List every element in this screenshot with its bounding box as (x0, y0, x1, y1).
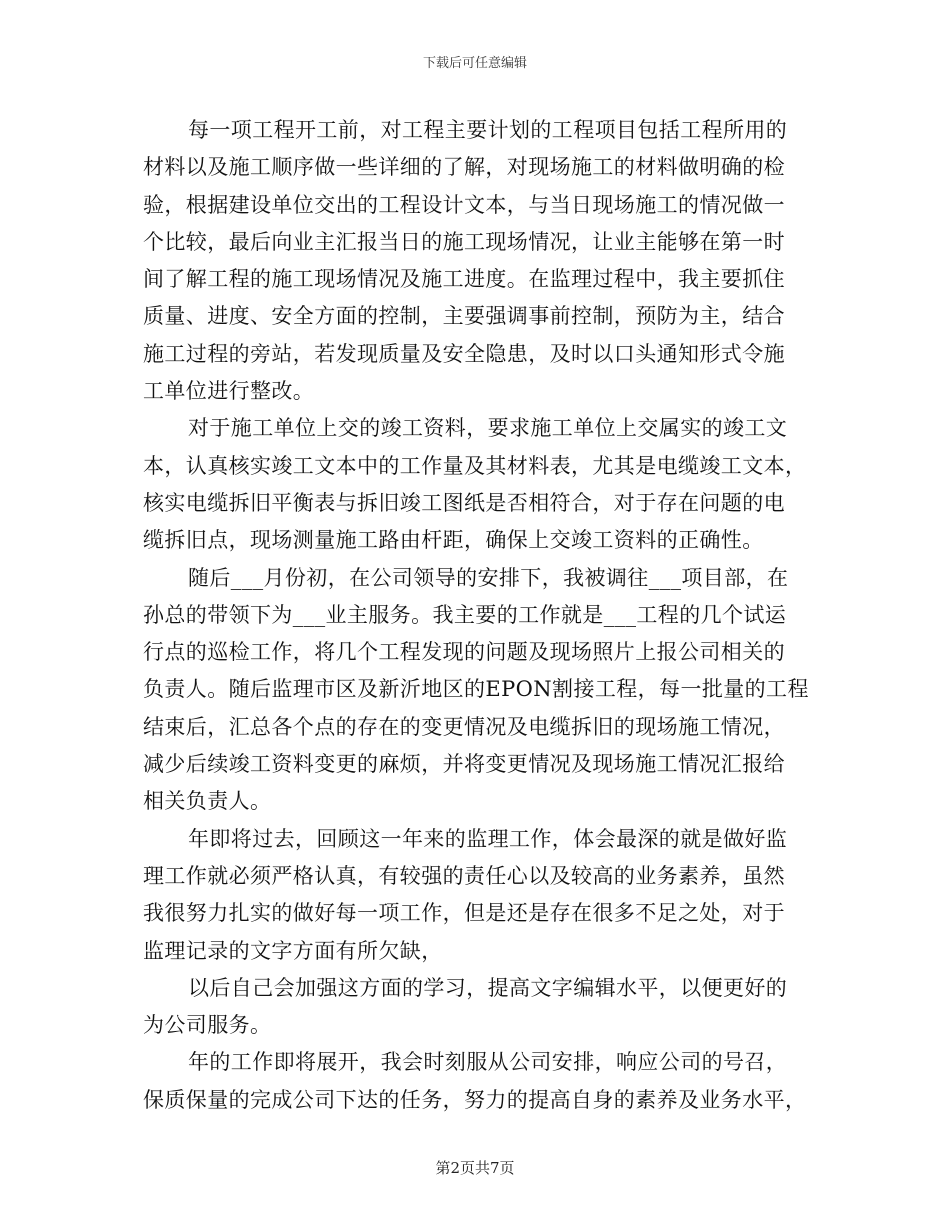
text-line: 我很努力扎实的做好每一项工作，但是还是存在很多不足之处，对于 (143, 901, 785, 926)
text-line: 孙总的带领下为___业主服务。我主要的工作就是___工程的几个试运 (143, 602, 787, 627)
text-line: 质量、进度、安全方面的控制，主要强调事前控制，预防为主，结合 (143, 304, 785, 329)
text-line: 随后___月份初，在公司领导的安排下，我被调往___项目部，在 (188, 565, 789, 590)
text-line: 每一项工程开工前，对工程主要计划的工程项目包括工程所用的 (188, 118, 788, 142)
text-line: 缆拆旧点，现场测量施工路由杆距，确保上交竣工资料的正确性。 (143, 528, 764, 553)
text-line: 本，认真核实竣工文本中的工作量及其材料表，尤其是电缆竣工文本， (143, 453, 807, 478)
text-line: 减少后续竣工资料变更的麻烦，并将变更情况及现场施工情况汇报给 (143, 752, 785, 777)
text-line: 保质保量的完成公司下达的任务，努力的提高自身的素养及业务水平， (143, 1087, 807, 1112)
text-line: 以后自己会加强这方面的学习，提高文字编辑水平，以便更好的 (188, 975, 788, 1000)
page-footer: 第2页共7页 (435, 1159, 515, 1177)
text-line: 相关负责人。 (143, 789, 272, 814)
text-line: 间了解工程的施工现场情况及施工进度。在监理过程中，我主要抓住 (143, 267, 785, 292)
text-line: 对于施工单位上交的竣工资料，要求施工单位上交属实的竣工文 (188, 416, 788, 441)
text-line: 验，根据建设单位交出的工程设计文本，与当日现场施工的情况做一 (143, 192, 785, 217)
text-line: 监理记录的文字方面有所欠缺， (143, 938, 443, 963)
text-line: 工单位进行整改。 (143, 379, 315, 404)
text-line: 行点的巡检工作，将几个工程发现的问题及现场照片上报公司相关的 (143, 640, 785, 665)
text-line: 结束后，汇总各个点的存在的变更情况及电缆拆旧的现场施工情况， (143, 714, 785, 739)
text-line: 负责人。随后监理市区及新沂地区的EPON割接工程，每一批量的工程 (143, 677, 809, 702)
text-line: 为公司服务。 (143, 1013, 272, 1038)
text-line: 年即将过去，回顾这一年来的监理工作，体会最深的就是做好监 (188, 826, 788, 851)
document-body (143, 112, 809, 1119)
page-header: 下载后可任意编辑 (422, 56, 527, 71)
text-line: 理工作就必须严格认真，有较强的责任心以及较高的业务素养，虽然 (143, 863, 785, 888)
text-line: 施工过程的旁站，若发现质量及安全隐患，及时以口头通知形式令施 (143, 341, 785, 366)
text-line: 个比较，最后向业主汇报当日的施工现场情况，让业主能够在第一时 (143, 229, 785, 254)
text-line: 材料以及施工顺序做一些详细的了解，对现场施工的材料做明确的检 (143, 155, 785, 180)
text-line: 年的工作即将展开，我会时刻服从公司安排，响应公司的号召， (188, 1050, 788, 1075)
text-line: 核实电缆拆旧平衡表与拆旧竣工图纸是否相符合，对于存在问题的电 (143, 490, 785, 515)
